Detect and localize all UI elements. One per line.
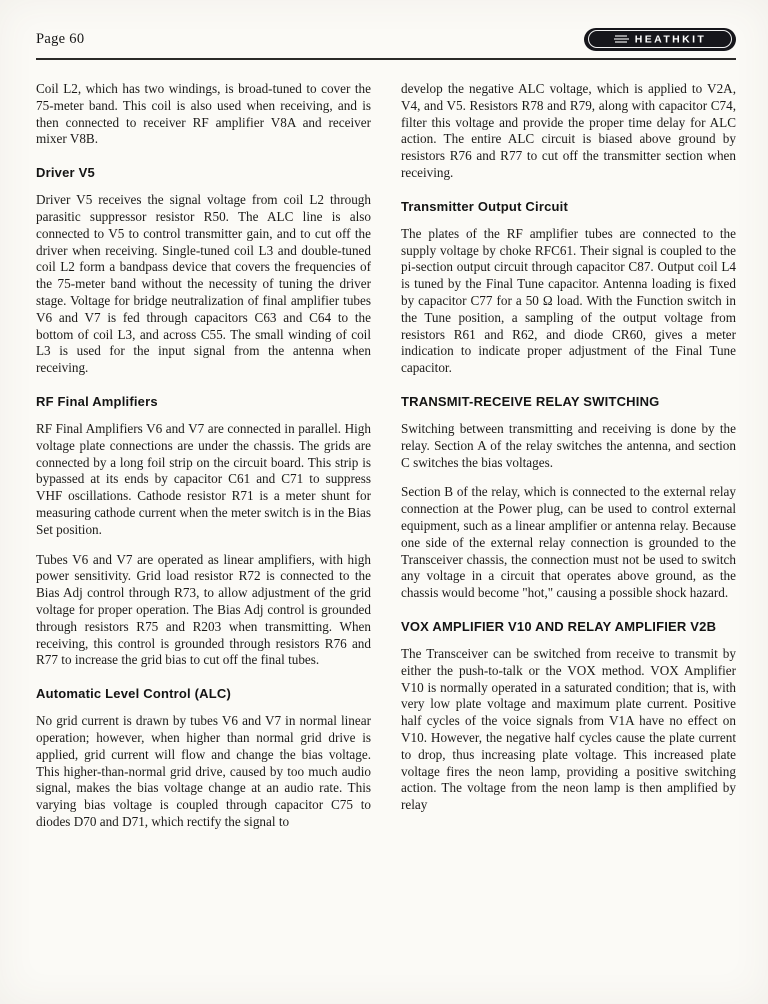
content-columns <box>36 81 736 844</box>
heathkit-logo-border <box>588 30 732 48</box>
paragraph-rf-final-amplifiers-2: Tubes V6 and V7 are operated as linear amplifiers, with high power sensitivity. Grid load resistor R72 is connected to the Bias Adj control through R73, to allow adjustment of the grid voltage for proper operation. The Bias Adj control is grounded through resistors R75 and R203 when transmitting. When receiving, this control is grounded through resistors R76 and R77 to increase the grid bias to cut off the final tubes. <box>36 551 371 668</box>
page-header <box>36 26 736 52</box>
heathkit-logo-text: HEATHKIT <box>634 33 707 46</box>
section-heading-transmitter-output: Transmitter Output Circuit <box>401 198 568 214</box>
section-heading-transmit-receive-relay: TRANSMIT-RECEIVE RELAY SWITCHING <box>401 393 660 409</box>
paragraph-transmitter-output: The plates of the RF amplifier tubes are connected to the supply voltage by choke RFC61. Their signal is coupled to the pi-section output circuit through capacitor C87. Output coil L4 is tuned by the Final Tune capacitor. Antenna loading is fixed by capacitor C77 for a 50 Ω load. With the Function switch in the Tune position, a sampling of the output voltage from resistors R61 and R62, and diode CR60, gives a meter indication to indicate proper adjustment of the Final Tune capacitor. <box>401 225 736 376</box>
page-number: Page 60 <box>36 30 85 47</box>
heathkit-logo <box>584 28 736 51</box>
paragraph-driver-v5: Driver V5 receives the signal voltage from coil L2 through parasitic suppressor resistor R50. The ALC line is also connected to V5 to control transmitter gain, and to cut off the driver when receiving. Single-tuned coil L3 and double-tuned coil L2 form a bandpass device that covers the frequencies of the 75-meter band without the necessity of tuning the driver stage. Voltage for bridge neutralization of final amplifier tubes V6 and V7 is fed through capacitors C63 and C64 to the bottom of coil L3, and across C55. The small winding of coil L3 is used for the input signal from the antenna when receiving. <box>36 192 371 376</box>
section-heading-rf-final-amplifiers: RF Final Amplifiers <box>36 393 158 409</box>
right-column <box>401 81 736 844</box>
heathkit-emblem-icon <box>614 34 630 44</box>
paragraph-alc-continued: develop the negative ALC voltage, which is applied to V2A, V4, and V5. Resistors R78 and R79, along with capacitor C74, filter this voltage and provide the proper time delay for ALC action. The entire ALC circuit is biased above ground by resistors R76 and R77 to cut off the transmitter section when receiving. <box>401 81 736 180</box>
paragraph-rf-final-amplifiers-1: RF Final Amplifiers V6 and V7 are connected in parallel. High voltage plate connections are under the chassis. The grids are connected by a long foil strip on the circuit board. This strip is bypassed at its ends by capacitor C61 and C71 to suppress VHF oscillations. Cathode resistor R71 is a meter shunt for measuring cathode current when the meter switch is in the Bias Set position. <box>36 420 371 537</box>
header-rule <box>36 58 736 60</box>
left-column <box>36 81 371 844</box>
paragraph-alc: No grid current is drawn by tubes V6 and V7 in normal linear operation; however, when higher than normal grid drive is applied, grid current will flow and change the bias voltage. This higher-than-normal grid drive, caused by too much audio signal, makes the bias voltage change at an audio rate. This varying bias voltage is coupled through capacitor C75 to diodes D70 and D71, which rectify the signal to <box>36 713 371 829</box>
section-heading-driver-v5: Driver V5 <box>36 165 95 181</box>
paragraph-relay-switching-1: Switching between transmitting and receiving is done by the relay. Section A of the relay switches the antenna, and section C switches the bias voltages. <box>401 420 736 470</box>
paragraph-vox-amplifier: The Transceiver can be switched from receive to transmit by either the push-to-talk or the VOX method. VOX Amplifier V10 is normally operated in a saturated condition; that is, with very low plate voltage and maximum plate current. Positive half cycles of the voice signals from V1A have no effect on V10. However, the negative half cycles cause the plate current to drop, thus increasing plate voltage. This increased plate voltage fires the neon lamp, providing a positive switching action. The voltage from the neon lamp is then amplified by relay <box>401 645 736 813</box>
paragraph-relay-switching-2: Section B of the relay, which is connected to the external relay connection at the Power plug, can be used to control external equipment, such as a linear amplifier or antenna relay. Because one side of the external relay connection is grounded to the Transceiver chassis, the connection must not be used to switch any voltage in a circuit that operates above ground, as the chassis would become "hot," causing a possible shock hazard. <box>401 484 736 601</box>
section-heading-alc: Automatic Level Control (ALC) <box>36 686 232 702</box>
section-heading-vox-amplifier: VOX AMPLIFIER V10 AND RELAY AMPLIFIER V2B <box>401 618 717 634</box>
paragraph-coil-l2: Coil L2, which has two windings, is broad-tuned to cover the 75-meter band. This coil is also used when receiving, and is then connected to receiver RF amplifier V8A and receiver mixer V8B. <box>36 81 371 147</box>
